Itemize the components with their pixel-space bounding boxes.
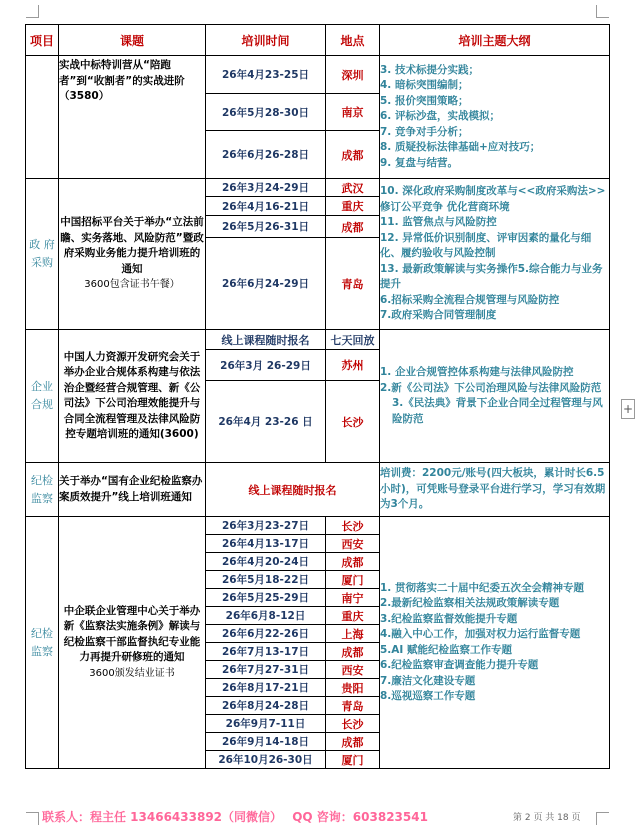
s3-course: 中国人力资源开发研究会关于举办企业合规体系构建与依法治企暨经营合规管理、新《公司法》下公司治理效能提升与合同全流程管理及法律风险防控专题培训班的通知(3600) — [59, 330, 206, 463]
list-item: 6.招标采购全流程合规管理与风险防控 — [380, 293, 560, 306]
header-course: 课题 — [59, 25, 206, 56]
s2-place-2: 重庆 — [326, 197, 380, 216]
crop-mark-bottom-right — [596, 812, 609, 825]
s2-place-3: 成都 — [326, 216, 380, 238]
s2-date-2: 26年4月16-21日 — [206, 197, 326, 216]
s1-date-2: 26年5月28-30日 — [206, 94, 326, 131]
s3-replay: 七天回放 — [326, 330, 380, 350]
list-item: 7. 竞争对手分析； — [380, 125, 469, 138]
s1-date-1: 26年4月23-25日 — [206, 56, 326, 94]
header-row — [26, 25, 610, 56]
crop-mark-bottom-left — [26, 812, 39, 825]
list-item: 10. 深化政府采购制度改革与<<政府采购法>>修订公平竞争 优化营商环境 — [380, 185, 606, 213]
table-row — [26, 179, 610, 197]
s5-place-5: 南宁 — [326, 589, 380, 607]
page-number: 第 2 页 共 18 页 — [513, 813, 581, 823]
list-item: 4.融入中心工作，加强对权力运行监督专题 — [380, 628, 581, 640]
list-item: 6. 评标沙盘，实战模拟； — [380, 110, 500, 123]
list-item: 5.AI 赋能纪检监察工作专题 — [380, 643, 512, 656]
s2-course-title: 中国招标平台关于举办“立法前瞻、实务落地、风险防范”暨政府采购业务能力提升培训班的通知 — [60, 216, 204, 275]
s1-date-3: 26年6月26-28日 — [206, 131, 326, 179]
s5-date-8: 26年7月13-17日 — [206, 643, 326, 661]
add-icon[interactable]: + — [621, 399, 635, 419]
table-row — [26, 517, 610, 535]
s2-date-4: 26年6月24-29日 — [206, 238, 326, 330]
s2-date-1: 26年3月24-29日 — [206, 179, 326, 197]
s3-outline — [380, 330, 610, 463]
footer-contact — [42, 808, 434, 825]
s5-date-7: 26年6月22-26日 — [206, 625, 326, 643]
s2-date-3: 26年5月26-31日 — [206, 216, 326, 238]
s4-online: 线上课程随时报名 — [206, 463, 380, 517]
s3-place-1: 苏州 — [326, 350, 380, 381]
list-item: 6.纪检监察审查调查能力提升专题 — [380, 659, 539, 671]
list-item: 3.纪检监察监督效能提升专题 — [380, 612, 518, 625]
crop-mark-top-left — [26, 5, 39, 18]
contact-text: 联系人：程主任 13466433892（同微信） — [42, 810, 283, 824]
list-item: 13. 最新政策解读与实务操作5.综合能力与业务提升 — [380, 262, 603, 291]
list-item: 7.政府采购合同管理制度 — [380, 309, 497, 322]
list-item: 7.廉洁文化建设专题 — [380, 674, 476, 687]
s5-date-4: 26年5月18-22日 — [206, 571, 326, 589]
s5-date-10: 26年8月17-21日 — [206, 679, 326, 697]
s4-course: 关于举办“国有企业纪检监察办案质效提升”线上培训班通知 — [59, 463, 206, 517]
s5-date-12: 26年9月7-11日 — [206, 715, 326, 733]
s5-place-4: 厦门 — [326, 571, 380, 589]
list-item: 9. 复盘与结营。 — [380, 156, 458, 169]
s5-date-11: 26年8月24-28日 — [206, 697, 326, 715]
s5-date-6: 26年6月8-12日 — [206, 607, 326, 625]
s3-date-2: 26年4月 23-26 日 — [206, 381, 326, 463]
s5-date-3: 26年4月20-24日 — [206, 553, 326, 571]
s5-date-13: 26年9月14-18日 — [206, 733, 326, 751]
s5-place-9: 西安 — [326, 661, 380, 679]
s5-date-5: 26年5月25-29日 — [206, 589, 326, 607]
header-outline: 培训主题大纲 — [380, 25, 610, 56]
table-row — [26, 463, 610, 517]
s5-course — [59, 517, 206, 769]
s1-outline — [380, 56, 610, 179]
s5-place-7: 上海 — [326, 625, 380, 643]
s1-place-2: 南京 — [326, 94, 380, 131]
s2-outline — [380, 179, 610, 330]
s5-date-9: 26年7月27-31日 — [206, 661, 326, 679]
crop-mark-top-right — [596, 5, 609, 18]
list-item: 1. 贯彻落实二十届中纪委五次全会精神专题 — [380, 581, 584, 594]
s5-date-1: 26年3月23-27日 — [206, 517, 326, 535]
s2-project: 政 府采购 — [26, 179, 59, 330]
list-item: 3.《民法典》背景下企业合同全过程管理与风险防范 — [392, 397, 603, 425]
s4-outline: 培训费：2200元/账号(四大板块，累计时长6.5小时)，可凭账号登录平台进行学习，学习有效期为3个月。 — [380, 463, 610, 517]
s5-outline — [380, 517, 610, 769]
header-project: 项目 — [26, 25, 59, 56]
s5-project: 纪检监察 — [26, 517, 59, 769]
list-item: 2.最新纪检监察相关法规政策解读专题 — [380, 597, 560, 609]
s1-place-1: 深圳 — [326, 56, 380, 94]
s3-place-2: 长沙 — [326, 381, 380, 463]
header-place: 地点 — [326, 25, 380, 56]
s3-online-label: 线上课程随时报名 — [206, 330, 326, 350]
s5-place-12: 长沙 — [326, 715, 380, 733]
s5-date-2: 26年4月13-17日 — [206, 535, 326, 553]
s2-course-note: 3600包含证书午餐） — [84, 279, 180, 291]
table-row — [26, 56, 610, 94]
s5-place-6: 重庆 — [326, 607, 380, 625]
s2-course — [59, 179, 206, 330]
s5-date-14: 26年10月26-30日 — [206, 751, 326, 769]
s5-course-note: 3600颁发结业证书 — [89, 667, 175, 679]
s1-project — [26, 56, 59, 179]
s4-project: 纪检监察 — [26, 463, 59, 517]
header-time: 培训时间 — [206, 25, 326, 56]
s1-place-3: 成都 — [326, 131, 380, 179]
list-item: 8. 质疑投标法律基础+应对技巧； — [380, 141, 541, 154]
s2-place-1: 武汉 — [326, 179, 380, 197]
list-item: 3. 技术标提分实践； — [380, 63, 479, 76]
s3-project: 企业合规 — [26, 330, 59, 463]
list-item: 12. 异常低价识别制度、评审因素的量化与细化、履约验收与风险控制 — [380, 231, 592, 260]
s3-date-1: 26年3月 26-29日 — [206, 350, 326, 381]
s5-place-3: 成都 — [326, 553, 380, 571]
list-item: 8.巡视巡察工作专题 — [380, 690, 476, 702]
list-item: 11. 监管焦点与风险防控 — [380, 216, 497, 229]
s5-place-2: 西安 — [326, 535, 380, 553]
s2-place-4: 青岛 — [326, 238, 380, 330]
s5-place-14: 厦门 — [326, 751, 380, 769]
training-schedule-table — [25, 24, 610, 769]
s5-place-1: 长沙 — [326, 517, 380, 535]
s5-place-13: 成都 — [326, 733, 380, 751]
list-item: 4. 暗标突围编制； — [380, 79, 469, 92]
s5-place-8: 成都 — [326, 643, 380, 661]
list-item: 2.新《公司法》下公司治理风险与法律风险防范 — [380, 381, 602, 394]
s1-course: 实战中标特训营从“陪跑者”到“收割者”的实战进阶（3580） — [59, 56, 206, 179]
table-row — [26, 330, 610, 350]
s5-course-title: 中企联企业管理中心关于举办新《监察法实施条例》解读与纪检监察干部监督执纪专业能力再提升研修班的通知 — [63, 604, 201, 664]
qq-text: QQ 咨询：603823541 — [292, 810, 428, 824]
s5-place-11: 青岛 — [326, 697, 380, 715]
list-item: 1. 企业合规管控体系构建与法律风险防控 — [380, 366, 574, 378]
list-item: 5. 报价突围策略； — [380, 94, 469, 107]
s5-place-10: 贵阳 — [326, 679, 380, 697]
